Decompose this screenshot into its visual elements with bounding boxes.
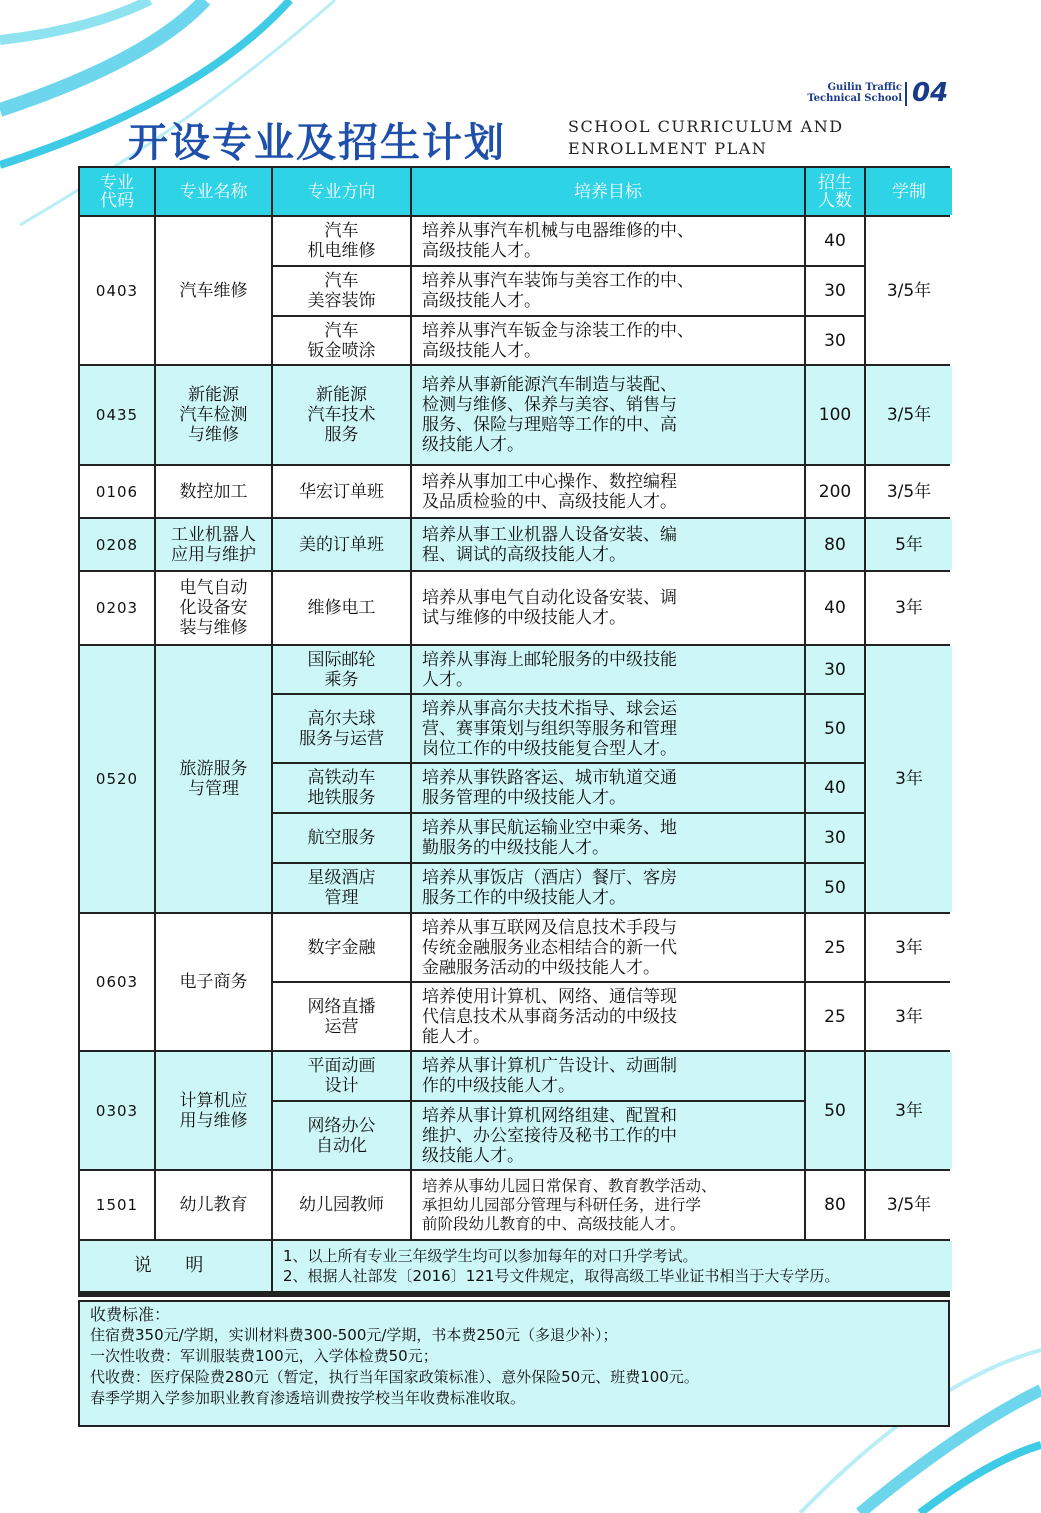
- major-direction: 国际邮轮 乘务: [273, 646, 410, 693]
- enroll-count: 40: [806, 572, 864, 644]
- title-en-line-2: ENROLLMENT PLAN: [568, 139, 768, 158]
- enroll-count: 30: [806, 317, 864, 364]
- major-code: 1501: [80, 1171, 154, 1239]
- fee-line-3: 代收费：医疗保险费280元（暂定，执行当年国家政策标准）、意外保险50元、班费100元。: [90, 1368, 699, 1386]
- enroll-count: 100: [806, 366, 864, 464]
- major-name: 新能源 汽车检测 与维修: [156, 366, 271, 464]
- major-name: 幼儿教育: [156, 1171, 271, 1239]
- major-direction: 高铁动车 地铁服务: [273, 764, 410, 812]
- notes-title: 说 明: [80, 1241, 271, 1291]
- study-duration: 3/5年: [866, 217, 952, 364]
- major-direction: 数字金融: [273, 914, 410, 981]
- enroll-count: 200: [806, 466, 864, 517]
- training-goal: 培养从事汽车钣金与涂装工作的中、 高级技能人才。: [412, 317, 804, 364]
- fee-line-1: 住宿费350元/学期，实训材料费300-500元/学期，书本费250元（多退少补）；: [90, 1326, 618, 1344]
- fee-line-2: 一次性收费：军训服装费100元，入学体检费50元；: [90, 1347, 438, 1365]
- fee-standards: [78, 1300, 950, 1427]
- major-name: 工业机器人 应用与维护: [156, 519, 271, 570]
- major-name: 旅游服务 与管理: [156, 646, 271, 912]
- major-code: 0208: [80, 519, 154, 570]
- page-title: 开设专业及招生计划: [128, 119, 506, 166]
- school-brand: [790, 80, 960, 110]
- training-goal: 培养从事民航运输业空中乘务、地 勤服务的中级技能人才。: [412, 814, 804, 862]
- header-duration: 学制: [866, 168, 952, 215]
- training-goal: 培养从事高尔夫技术指导、球会运 营、赛事策划与组织等服务和管理 岗位工作的中级技能复合型人才。: [412, 695, 804, 762]
- study-duration: 5年: [866, 519, 952, 570]
- enroll-count: 40: [806, 217, 864, 265]
- major-direction: 航空服务: [273, 814, 410, 862]
- training-goal: 培养从事工业机器人设备安装、编 程、调试的高级技能人才。: [412, 519, 804, 570]
- enroll-count: 50: [806, 1052, 864, 1169]
- training-goal: 培养从事加工中心操作、数控编程 及品质检验的中、高级技能人才。: [412, 466, 804, 517]
- study-duration: 3年: [866, 914, 952, 981]
- major-code: 0303: [80, 1052, 154, 1169]
- study-duration: 3/5年: [866, 366, 952, 464]
- enroll-count: 80: [806, 519, 864, 570]
- study-duration: 3年: [866, 1052, 952, 1169]
- training-goal: 培养从事计算机广告设计、动画制 作的中级技能人才。: [412, 1052, 804, 1100]
- header-code: 专业 代码: [80, 168, 154, 215]
- training-goal: 培养从事计算机网络组建、配置和 维护、办公室接待及秘书工作的中 级技能人才。: [412, 1102, 804, 1169]
- brand-line-2: Technical School: [807, 93, 902, 104]
- enroll-count: 80: [806, 1171, 864, 1239]
- training-goal: 培养从事互联网及信息技术手段与 传统金融服务业态相结合的新一代 金融服务活动的中级技能人才。: [412, 914, 804, 981]
- study-duration: 3年: [866, 646, 952, 912]
- training-goal: 培养从事汽车机械与电器维修的中、 高级技能人才。: [412, 217, 804, 265]
- major-direction: 维修电工: [273, 572, 410, 644]
- enrollment-table: [78, 166, 950, 1297]
- header-goal: 培养目标: [412, 168, 804, 215]
- training-goal: 培养从事海上邮轮服务的中级技能 人才。: [412, 646, 804, 693]
- enroll-count: 25: [806, 914, 864, 981]
- brand-divider: [905, 82, 907, 106]
- major-code: 0603: [80, 914, 154, 1050]
- major-name: 汽车维修: [156, 217, 271, 364]
- major-direction: 新能源 汽车技术 服务: [273, 366, 410, 464]
- study-duration: 3/5年: [866, 1171, 952, 1239]
- study-duration: 3年: [866, 572, 952, 644]
- major-direction: 高尔夫球 服务与运营: [273, 695, 410, 762]
- major-direction: 汽车 美容装饰: [273, 267, 410, 315]
- brand-line-1: Guilin Traffic: [827, 82, 902, 93]
- major-direction: 美的订单班: [273, 519, 410, 570]
- major-code: 0403: [80, 217, 154, 364]
- major-code: 0203: [80, 572, 154, 644]
- major-code: 0520: [80, 646, 154, 912]
- enroll-count: 40: [806, 764, 864, 812]
- training-goal: 培养从事新能源汽车制造与装配、 检测与维修、保养与美容、销售与 服务、保险与理赔等工作的中、高 级技能人才。: [412, 366, 804, 464]
- header-direction: 专业方向: [273, 168, 410, 215]
- major-direction: 华宏订单班: [273, 466, 410, 517]
- major-code: 0435: [80, 366, 154, 464]
- enroll-count: 30: [806, 646, 864, 693]
- fee-line-4: 春季学期入学参加职业教育渗透培训费按学校当年收费标准收取。: [90, 1389, 526, 1407]
- major-direction: 汽车 机电维修: [273, 217, 410, 265]
- training-goal: 培养使用计算机、网络、通信等现 代信息技术从事商务活动的中级技 能人才。: [412, 983, 804, 1050]
- major-direction: 汽车 钣金喷涂: [273, 317, 410, 364]
- header-name: 专业名称: [156, 168, 271, 215]
- enroll-count: 25: [806, 983, 864, 1050]
- fee-title: 收费标准：: [90, 1305, 171, 1324]
- enroll-count: 30: [806, 814, 864, 862]
- note-line-2: 2、根据人社部发〔2016〕121号文件规定，取得高级工毕业证书相当于大专学历。: [283, 1267, 840, 1285]
- notes-content: [273, 1241, 952, 1291]
- major-direction: 网络办公 自动化: [273, 1102, 410, 1169]
- brand-name: [807, 82, 902, 104]
- major-direction: 星级酒店 管理: [273, 864, 410, 912]
- enroll-count: 30: [806, 267, 864, 315]
- training-goal: 培养从事电气自动化设备安装、调 试与维修的中级技能人才。: [412, 572, 804, 644]
- major-name: 电子商务: [156, 914, 271, 1050]
- training-goal: 培养从事饭店（酒店）餐厅、客房 服务工作的中级技能人才。: [412, 864, 804, 912]
- enroll-count: 50: [806, 695, 864, 762]
- training-goal: 培养从事铁路客运、城市轨道交通 服务管理的中级技能人才。: [412, 764, 804, 812]
- major-name: 电气自动 化设备安 装与维修: [156, 572, 271, 644]
- note-line-1: 1、以上所有专业三年级学生均可以参加每年的对口升学考试。: [283, 1247, 698, 1265]
- page-number: 04: [912, 78, 949, 108]
- major-name: 数控加工: [156, 466, 271, 517]
- page-title-english: [568, 116, 844, 160]
- major-direction: 网络直播 运营: [273, 983, 410, 1050]
- training-goal: 培养从事幼儿园日常保育、教育教学活动、 承担幼儿园部分管理与科研任务，进行学 前阶段幼儿教育的中、高级技能人才。: [412, 1171, 804, 1239]
- enroll-count: 50: [806, 864, 864, 912]
- title-en-line-1: SCHOOL CURRICULUM AND: [568, 117, 844, 136]
- major-direction: 幼儿园教师: [273, 1171, 410, 1239]
- header-enroll: 招生 人数: [806, 168, 864, 215]
- study-duration: 3年: [866, 983, 952, 1050]
- major-direction: 平面动画 设计: [273, 1052, 410, 1100]
- major-code: 0106: [80, 466, 154, 517]
- major-name: 计算机应 用与维修: [156, 1052, 271, 1169]
- study-duration: 3/5年: [866, 466, 952, 517]
- training-goal: 培养从事汽车装饰与美容工作的中、 高级技能人才。: [412, 267, 804, 315]
